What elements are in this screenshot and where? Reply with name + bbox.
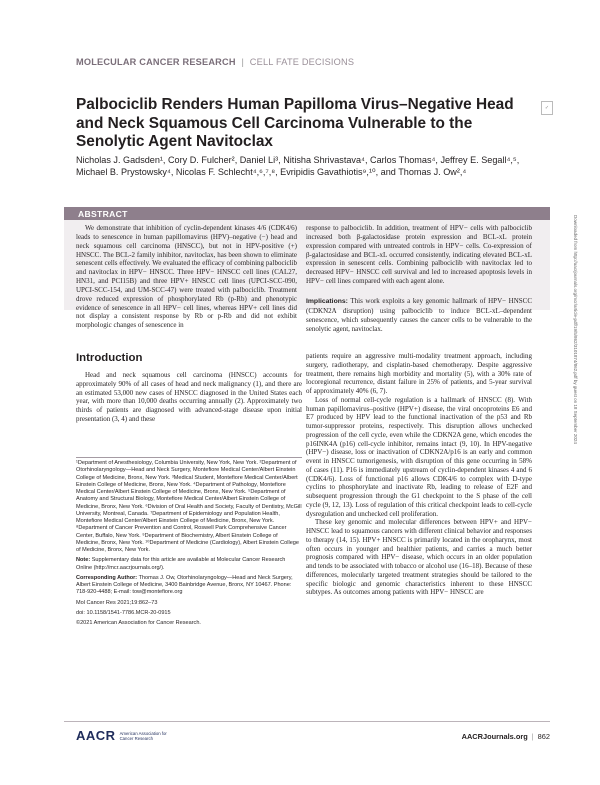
footer-divider [64, 721, 550, 722]
note-text: Supplementary data for this article are available at Molecular Cancer Research Online (http://mcr.aacrjournals.org/). [76, 557, 286, 571]
affiliations: ¹Department of Anesthesiology, Columbia University, New York, New York. ²Department of Otorhinolaryngology—Head and Neck Surgery, Montefiore Medical Center/Albert Einstein College of Medicine, Bronx, New York. ³Medical Student, Montefiore Medical Center/Albert Einstein College of Medicine, Bronx, New York. ⁴Department of Pathology, Montefiore Medical Center/Albert Einstein College of Medicine, Bronx, New York. ⁵Department of Anatomy and Structural Biology, Montefiore Medical Center/Albert Einstein College of Medicine, Bronx, New York. ⁶Division of Oral Health and Society, Faculty of Dentistry, McGill University, Montreal, Canada. ⁷Department of Epidemiology and Population Health, Montefiore Medical Center/Albert Einstein College of Medicine, Bronx, New York. ⁸Department of Cancer Prevention and Control, Roswell Park Comprehensive Cancer Center, Buffalo, New York. ⁹Department of Biochemistry, Albert Einstein College of Medicine, Bronx, New York. ¹⁰Department of Medicine (Cardiology), Albert Einstein College of Medicine, Bronx, New York. [76, 460, 302, 553]
implications-text: This work exploits a key genomic hallmark of HPV− HNSCC (CDKN2A disruption) using palbociclib to induce BCL-xL–dependent senescence, which subsequently causes the cancer cells to be vulnerable to the senolytic agent, navitoclax. [306, 297, 532, 333]
introduction-paragraph: Loss of normal cell-cycle regulation is a hallmark of HNSCC (8). With human papillomavirus–positive (HPV+) disease, the viral oncoproteins E6 and E7 produced by HPV lead to the functional inactivation of the p53 and Rb tumor-suppressor proteins, respectively. This disruption allows unchecked progression of the cell cycle, even while the CDKN2A gene, which encodes the p16INK4A (p16) cell-cycle inhibitor, remains intact (9, 10). In HPV-negative (HPV−) disease, loss or inactivation of CDKN2A/p16 is an early and common event in HNSCC tumorigenesis, with disruption of this gene occurring in 58% of cases (11). P16 is immediately upstream of cyclin-dependent kinases 4 and 6 (CDK4/6). Loss of functional p16 allows CDK4/6 to complex with D-type cyclins to phosphorylate and inactivate Rb, leading to release of E2F and subsequent progression through the G1 checkpoint to the S phase of the cell cycle (9, 12, 13). Loss of regulation of this critical checkpoint leads to cell-cycle dysregulation and unchecked cell proliferation. [306, 395, 532, 518]
introduction-left-column [76, 371, 302, 424]
aacr-logo [76, 728, 168, 743]
footer-separator: | [531, 732, 534, 741]
abstract-heading-bar [64, 207, 550, 220]
corresponding-label: Corresponding Author: [76, 574, 138, 581]
journal-header [76, 57, 560, 67]
copyright: ©2021 American Association for Cancer Research. [76, 620, 201, 626]
footnote-divider [76, 457, 302, 458]
abstract-heading: ABSTRACT [78, 208, 128, 219]
aacr-logo-text: AACR [76, 728, 116, 743]
citation: Mol Cancer Res 2021;19:862–73 [76, 599, 158, 606]
download-watermark [570, 215, 580, 485]
section-name: CELL FATE DECISIONS [249, 57, 355, 67]
introduction-paragraph: patients require an aggressive multi-modality treatment approach, including surgery, radiotherapy, and cisplatin-based chemotherapy. Despite aggressive treatment, there remains high morbidity and mortality (5), with a 30% rate of locoregional recurrence, distant failure in 25% of patients, and 5-year survival of approximately 40% (6, 7). [306, 352, 532, 395]
footer-right [462, 732, 550, 741]
doi-link[interactable]: doi: 10.1158/1541-7786.MCR-20-0915 [76, 609, 171, 616]
supplementary-note [76, 557, 302, 572]
author-list: Nicholas J. Gadsden¹, Cory D. Fulcher², Daniel Li³, Nitisha Shrivastava⁴, Carlos Thomas⁴, Jeffrey E. Segall⁴,⁵, Michael B. Prystowsky⁴, Nicolas F. Schlecht⁴,⁶,⁷,⁸, Evripidis Gavathiotis⁹,¹⁰, and Thomas J. Ow²,⁴ [76, 155, 520, 178]
abstract-text-left: We demonstrate that inhibition of cyclin-dependent kinases 4/6 (CDK4/6) leads to senescence in human papillomavirus (HPV)–negative (−) head and neck squamous cell carcinoma (HNSCC), but not in HPV-positive (+) HNSCC. The BCL-2 family inhibitor, navitoclax, has been shown to eliminate senescent cells effectively. We evaluated the efficacy of combining palbociclib and navitoclax in HPV− HNSCC. Three HPV− HNSCC cell lines (CAL27, HN31, and PCI15B) and three HPV+ HNSCC cell lines (UPCI-SCC-090, UPCI-SCC-154, and UM-SCC-47) were treated with palbociclib. Treatment drove reduced expression of phosphorylated Rb (p-Rb) and phenotypic evidence of senescence in all HPV− cell lines, whereas HPV+ cell lines did not display a consistent response by Rb or p-Rb and did not exhibit morphologic changes of senescence in [76, 224, 297, 330]
introduction-right-column [306, 352, 532, 597]
implications-label: Implications: [306, 298, 348, 305]
abstract-right-column [306, 224, 532, 286]
introduction-heading: Introduction [76, 352, 143, 364]
header-separator: | [241, 57, 245, 67]
introduction-paragraph: Head and neck squamous cell carcinoma (HNSCC) accounts for approximately 90% of all cases of head and neck malignancy (1), and there are an estimated 53,000 new cases of HNSCC diagnosed in the United States each year, with more than 10,000 deaths occurring annually (2). Approximately two thirds of patients are diagnosed with advanced-stage disease upon initial presentation (3, 4) and these [76, 371, 302, 423]
crossmark-icon[interactable]: ✓ [541, 101, 553, 115]
article-title: Palbociclib Renders Human Papilloma Virus–Negative Head and Neck Squamous Cell Carcinoma Vulnerable to the Senolytic Agent Navitoclax [76, 96, 514, 150]
note-label: Note: [76, 557, 91, 564]
introduction-paragraph: These key genomic and molecular differences between HPV+ and HPV− HNSCC lead to squamous cancers with different clinical behavior and responses to therapy (14, 15). HPV+ HNSCC is primarily located in the oropharynx, most often occurs in younger and healthier patients, and carries a much better prognosis compared with HPV− disease, which occurs in an older population and tends to be associated with tobacco or alcohol use (16–18). Because of these differences, molecularly targeted treatment strategies should be tailored to the specific biologic and genomic characteristics inherent to these HNSCC subtypes. As outcomes among patients with HPV− HNSCC are [306, 518, 532, 597]
corresponding-text: Thomas J. Ow, Otorhinolaryngology—Head and Neck Surgery, Albert Einstein College of Medicine, 3400 Bainbridge Avenue, Bronx, NY 10467. Phone: 718-920-4488; E-mail: tow@montefiore.org [76, 574, 293, 596]
journal-website-link[interactable]: AACRJournals.org [461, 732, 528, 741]
footnotes [76, 460, 302, 630]
abstract-left-column [76, 224, 297, 330]
abstract-text-right: response to palbociclib. In addition, treatment of HPV− cells with palbociclib increased both β-galactosidase protein expression and BCL-xL protein expression compared with untreated controls in HPV− cells. Co-expression of β-galactosidase and BCL-xL occurred consistently, indicating elevated BCL-xL expression in senescent cells. Combining palbociclib with navitoclax led to decreased HPV− HNSCC cell survival and led to increased apoptosis levels in HPV− cell lines compared with each agent alone. [306, 224, 532, 286]
aacr-logo-subtext: American Association for Cancer Research [119, 730, 167, 741]
implications [306, 297, 532, 333]
journal-name: MOLECULAR CANCER RESEARCH [76, 57, 236, 67]
page-number: 862 [537, 732, 550, 741]
download-watermark-text: Downloaded from http://aacrjournals.org/mcr/article-pdf/19/5/862/3101874/862.pdf by guest on 18 September 2024 [573, 215, 578, 444]
corresponding-author [76, 575, 302, 597]
